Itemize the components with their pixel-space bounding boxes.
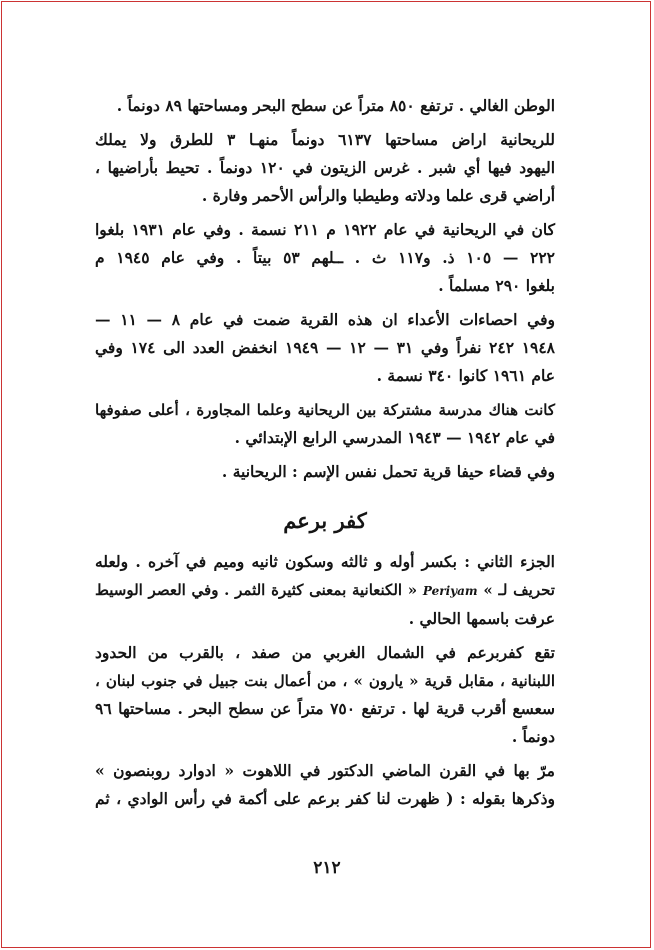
text-line: ١٩٤٨ ٢٤٢ نفراً وفي ٣١ — ١٢ — ١٩٤٩ انخفض العدد الى ١٧٤ وفي [95,338,555,357]
paragraph-5 [95,396,555,452]
text-line: كان في الريحانية في عام ١٩٢٢ م ٢١١ نسمة . وفي عام ١٩٣١ بلغوا [95,220,556,239]
paragraph-6 [95,458,555,486]
text-line: بلغوا ٢٩٠ مسلماً . [438,276,555,295]
text-line: للريحانية اراض مساحتها ٦١٣٧ دونماً منهـا ٣ للطرق ولا يملك [95,130,555,149]
section-heading: كفر برعم [283,508,367,533]
text-line: وذكرها بقوله : ( ظهرت لنا كفر برعم على أكمة في رأس الوادي ، ثم [95,789,555,808]
paragraph-3 [95,216,555,300]
tahrif-open-quote: » [483,581,493,599]
text-line: الوطن الغالي . ترتفع ٨٥٠ متراً عن سطح البحر ومساحتها ٨٩ دونماً . [116,96,555,115]
paragraph-2 [95,126,555,210]
text-line: وفي احصاءات الأعداء ان هذه القرية ضمت في عام ٨ — ١١ — [95,310,555,329]
text-line: مرّ بها في القرن الماضي الدكتور في اللاهوت « ادوارد روبنصون » [95,761,555,780]
paragraph-9 [95,757,555,813]
text-line: سعسع أقرب قرية لها . ترتفع ٧٥٠ متراً عن سطح البحر . مساحتها ٩٦ [95,699,555,718]
text-line: أراضي قرى علما ودلاته وطيطبا والرأس الأحمر وفارة . [201,186,555,205]
text-line: اليهود فيها أي شبر . غرس الزيتون في ١٢٠ دونماً . تحيط بأراضيها ، [95,158,555,177]
latin-term: Periyam [422,584,478,598]
text-line: في عام ١٩٤٢ — ١٩٤٣ المدرسي الرابع الإبتدائي . [234,428,555,447]
page-number: ٢١٢ [313,858,341,878]
paragraph-4 [95,306,555,390]
text-line: عام ١٩٦١ كانوا ٣٤٠ نسمة . [376,366,555,385]
text-line: الجزء الثاني : بكسر أوله و ثالثه وسكون ثانيه وميم في آخره . ولعله [95,552,555,571]
paragraph-1 [95,92,555,120]
text-line: دونماً . [511,727,555,746]
text-line-tahrif [95,576,555,605]
text-line: ٢٢٢ — ١٠٥ ذ. و١١٧ ث . ــلهم ٥٣ بيتاً . وفي عام ١٩٤٥ م [95,248,556,267]
text-line: وفي قضاء حيفا قرية تحمل نفس الإسم : الريحانية . [221,462,555,481]
text-line: عرفت باسمها الحالي . [408,609,555,628]
paragraph-7 [95,548,555,633]
text-line: تقع كفربرعم في الشمال الغربي من صفد ، بالقرب من الحدود [95,643,555,662]
tahrif-before: تحريف لـ [498,581,555,599]
page-body [95,92,555,819]
tahrif-after: « الكنعانية بمعنى كثيرة الثمر . وفي العصر الوسيط [95,581,418,599]
text-line: اللبنانية ، مقابل قرية « يارون » ، من أعمال بنت جبيل في جنوب لبنان ، [95,672,555,690]
text-line: كانت هناك مدرسة مشتركة بين الريحانية وعلما المجاورة ، أعلى صفوفها [95,401,555,419]
paragraph-8 [95,639,555,751]
